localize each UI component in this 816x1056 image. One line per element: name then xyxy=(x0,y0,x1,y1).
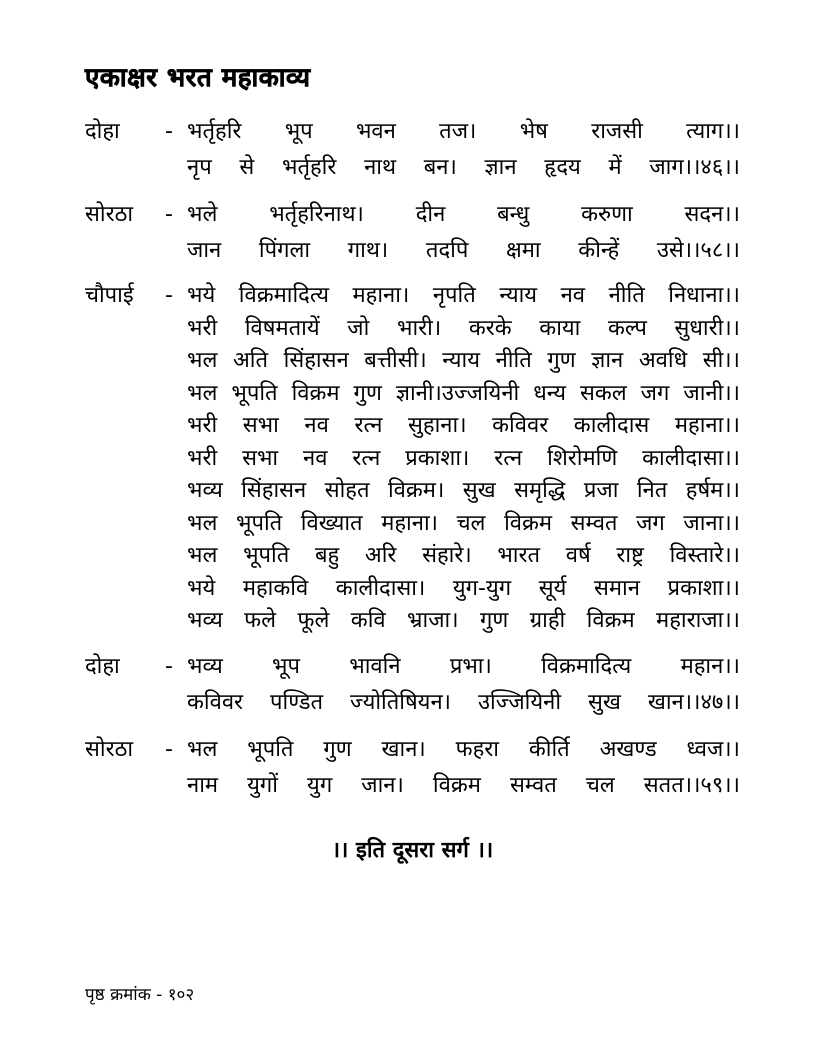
verse-section-chaupai xyxy=(85,280,740,638)
document-title: एकाक्षर भरत महाकाव्य xyxy=(85,63,311,93)
verse-line: भले भर्तृहरिनाथ। दीन बन्धु करुणा सदन।। xyxy=(187,202,740,227)
verse-line: भरी सभा नव रत्न प्रकाशा। रत्न शिरोमणि कालीदासा।। xyxy=(187,445,740,471)
verse-line: भव्य सिंहासन सोहत विक्रम। सुख समृद्धि प्रजा नित हर्षम।। xyxy=(187,478,740,503)
verse-line: भये विक्रमादित्य महाना। नृपति न्याय नव नीति निधाना।। xyxy=(187,283,740,308)
verse-line: नाम युगों युग जान। विक्रम सम्वत चल सतत।।५९।। xyxy=(187,772,740,798)
chapter-closing-line: ।। इति दूसरा सर्ग ।। xyxy=(331,837,494,863)
verse-line: भल भूपति विक्रम गुण ज्ञानी।उज्जयिनी धन्य सकल जग जानी।। xyxy=(187,380,740,406)
verse-dash: - xyxy=(165,736,173,762)
verse-line: भव्य भूप भावनि प्रभा। विक्रमादित्य महान।। xyxy=(187,653,740,679)
verse-line: भल अति सिंहासन बत्तीसी। न्याय नीति गुण ज्ञान अवधि सी।। xyxy=(187,348,740,373)
verse-line: जान पिंगला गाथ। तदपि क्षमा कीन्हें उसे।।५८।। xyxy=(187,238,740,263)
page-number-footer: पृष्ठ क्रमांक - १०२ xyxy=(85,985,195,1005)
verse-line: भल भूपति विख्यात महाना। चल विक्रम सम्वत जग जाना।। xyxy=(187,510,740,536)
verse-type-label: दोहा xyxy=(85,653,120,679)
verse-line: भरी सभा नव रत्न सुहाना। कविवर कालीदास महाना।। xyxy=(187,413,740,438)
verse-section-soratha-2 xyxy=(85,732,740,804)
verse-section-soratha-1 xyxy=(85,197,740,269)
verse-section-doha-1 xyxy=(85,114,740,186)
verse-line: भल भूपति बहु अरि संहारे। भारत वर्ष राष्ट्र विस्तारे।। xyxy=(187,543,740,568)
verse-line: भरी विषमतायें जो भारी। करके काया कल्प सुधारी।। xyxy=(187,315,740,341)
verse-type-label: दोहा xyxy=(85,119,120,144)
verse-line: भर्तृहरि भूप भवन तज। भेष राजसी त्याग।। xyxy=(187,119,740,144)
verse-dash: - xyxy=(165,283,173,308)
verse-line: कविवर पण्डित ज्योतिषियन। उज्जियिनी सुख खान।।४७।। xyxy=(187,689,740,715)
verse-section-doha-2 xyxy=(85,649,740,721)
verse-type-label: सोरठा xyxy=(85,202,134,227)
verse-dash: - xyxy=(165,653,173,679)
verse-type-label: चौपाई xyxy=(85,283,134,308)
verse-line: भव्य फले फूले कवि भ्राजा। गुण ग्राही विक्रम महाराजा।। xyxy=(187,608,740,633)
verse-type-label: सोरठा xyxy=(85,736,134,762)
verse-line: नृप से भर्तृहरि नाथ बन। ज्ञान हृदय में जाग।।४६।। xyxy=(187,155,740,180)
verse-line: भल भूपति गुण खान। फहरा कीर्ति अखण्ड ध्वज।। xyxy=(187,736,740,762)
verse-line: भये महाकवि कालीदासा। युग-युग सूर्य समान प्रकाशा।। xyxy=(187,575,740,601)
verse-dash: - xyxy=(165,119,173,144)
verse-dash: - xyxy=(165,202,173,227)
